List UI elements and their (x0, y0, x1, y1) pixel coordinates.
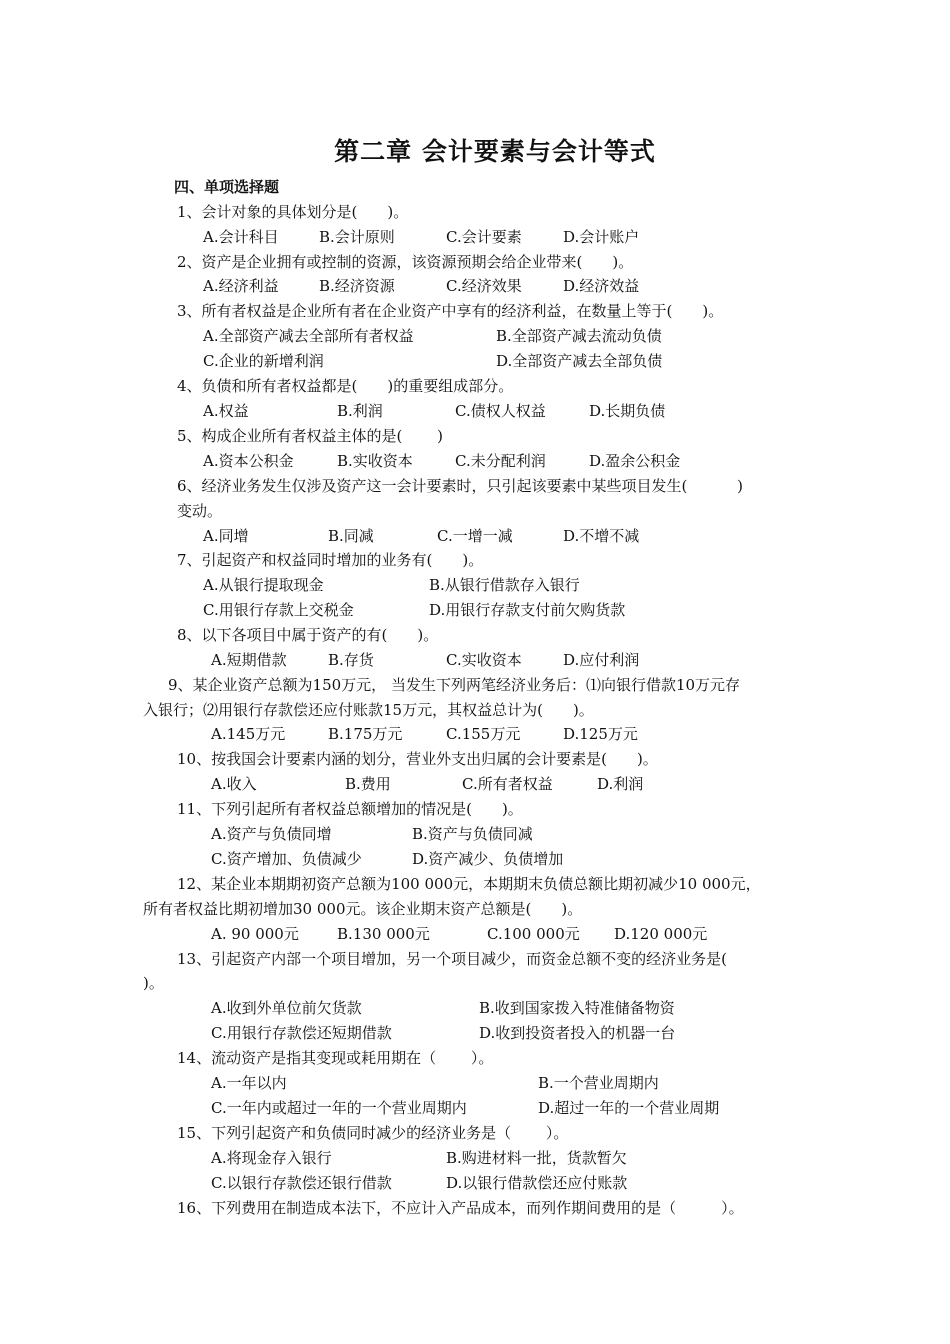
q5-option-b: B.实收资本 (337, 452, 413, 470)
question-9-text: 9、某企业资产总额为150万元， 当发生下列两笔经济业务后：⑴向银行借款10万元存 (168, 676, 741, 694)
q10-option-c: C.所有者权益 (462, 775, 553, 793)
q4-option-c: C.债权人权益 (455, 402, 546, 420)
question-7-text: 7、引起资产和权益同时增加的业务有( )。 (177, 551, 484, 569)
q10-option-a: A.收入 (211, 775, 257, 793)
q8-option-b: B.存货 (328, 651, 374, 669)
question-6-text-cont: 变动。 (177, 502, 223, 520)
q3-option-d: D.全部资产减去全部负债 (496, 352, 663, 370)
q11-option-d: D.资产减少、负债增加 (412, 850, 564, 868)
question-15-text: 15、下列引起资产和负债同时减少的经济业务是（ ）。 (177, 1124, 569, 1142)
q12-option-c: C.100 000元 (487, 925, 580, 943)
q3-option-a: A.全部资产减去全部所有者权益 (203, 327, 414, 345)
q13-option-d: D.收到投资者投入的机器一台 (479, 1024, 676, 1042)
question-9-text-cont: 入银行；⑵用银行存款偿还应付账款15万元，其权益总计为( )。 (143, 701, 594, 719)
q14-option-b: B.一个营业周期内 (538, 1074, 659, 1092)
q15-option-a: A.将现金存入银行 (211, 1149, 332, 1167)
q12-option-b: B.130 000元 (337, 925, 430, 943)
q6-option-b: B.同减 (328, 527, 374, 545)
question-16-text: 16、下列费用在制造成本法下，不应计入产品成本，而列作期间费用的是（ ）。 (177, 1199, 744, 1217)
q7-option-a: A.从银行提取现金 (203, 576, 324, 594)
q11-option-c: C.资产增加、负债减少 (211, 850, 362, 868)
page-title: 第二章 会计要素与会计等式 (334, 137, 656, 166)
q11-option-b: B.资产与负债同减 (412, 825, 533, 843)
q10-option-d: D.利润 (597, 775, 644, 793)
question-13-text-cont: )。 (143, 974, 164, 992)
q9-option-b: B.175万元 (328, 725, 403, 743)
q1-option-d: D.会计账户 (563, 228, 640, 246)
question-12-text-cont: 所有者权益比期初增加30 000元。该企业期末资产总额是( )。 (143, 900, 583, 918)
q12-option-d: D.120 000元 (614, 925, 708, 943)
question-11-text: 11、下列引起所有者权益总额增加的情况是( )。 (177, 800, 523, 818)
question-3-text: 3、所有者权益是企业所有者在企业资产中享有的经济利益，在数量上等于( )。 (177, 302, 724, 320)
q2-option-b: B.经济资源 (319, 277, 395, 295)
q8-option-d: D.应付利润 (563, 651, 640, 669)
section-heading: 四、单项选择题 (174, 178, 280, 196)
q14-option-c: C.一年内或超过一年的一个营业周期内 (211, 1099, 467, 1117)
q13-option-b: B.收到国家拨入特准储备物资 (479, 999, 675, 1017)
q11-option-a: A.资产与负债同增 (211, 825, 332, 843)
q13-option-a: A.收到外单位前欠货款 (211, 999, 362, 1017)
q7-option-c: C.用银行存款上交税金 (203, 601, 354, 619)
q3-option-c: C.企业的新增利润 (203, 352, 324, 370)
question-5-text: 5、构成企业所有者权益主体的是( ) (177, 427, 444, 445)
q2-option-c: C.经济效果 (446, 277, 522, 295)
q4-option-a: A.权益 (203, 402, 249, 420)
q14-option-a: A.一年以内 (211, 1074, 287, 1092)
q5-option-d: D.盈余公积金 (589, 452, 681, 470)
q6-option-d: D.不增不减 (563, 527, 640, 545)
q2-option-a: A.经济利益 (203, 277, 279, 295)
q10-option-b: B.费用 (345, 775, 391, 793)
q1-option-b: B.会计原则 (319, 228, 395, 246)
question-14-text: 14、流动资产是指其变现或耗用期在（ ）。 (177, 1049, 494, 1067)
q15-option-b: B.购进材料一批，货款暂欠 (446, 1149, 627, 1167)
question-4-text: 4、负债和所有者权益都是( )的重要组成部分。 (177, 377, 514, 395)
q7-option-d: D.用银行存款支付前欠购货款 (429, 601, 626, 619)
q14-option-d: D.超过一年的一个营业周期 (538, 1099, 720, 1117)
q15-option-c: C.以银行存款偿还银行借款 (211, 1174, 392, 1192)
q5-option-c: C.未分配利润 (455, 452, 546, 470)
q4-option-d: D.长期负债 (589, 402, 666, 420)
q8-option-c: C.实收资本 (446, 651, 522, 669)
q13-option-c: C.用银行存款偿还短期借款 (211, 1024, 392, 1042)
q9-option-c: C.155万元 (446, 725, 521, 743)
q15-option-d: D.以银行借款偿还应付账款 (446, 1174, 628, 1192)
q1-option-a: A.会计科目 (203, 228, 279, 246)
question-12-text: 12、某企业本期期初资产总额为100 000元，本期期末负债总额比期初减少10 000元， (177, 875, 761, 893)
q7-option-b: B.从银行借款存入银行 (429, 576, 580, 594)
question-2-text: 2、资产是企业拥有或控制的资源，该资源预期会给企业带来( )。 (177, 253, 634, 271)
q6-option-a: A.同增 (203, 527, 249, 545)
q5-option-a: A.资本公积金 (203, 452, 294, 470)
question-13-text: 13、引起资产内部一个项目增加，另一个项目减少，而资金总额不变的经济业务是( (177, 950, 727, 968)
question-10-text: 10、按我国会计要素内涵的划分，营业外支出归属的会计要素是( )。 (177, 750, 658, 768)
q9-option-d: D.125万元 (563, 725, 638, 743)
question-8-text: 8、以下各项目中属于资产的有( )。 (177, 626, 439, 644)
question-6-text: 6、经济业务发生仅涉及资产这一会计要素时，只引起该要素中某些项目发生( ) (177, 477, 744, 495)
q6-option-c: C.一增一减 (437, 527, 513, 545)
q4-option-b: B.利润 (337, 402, 383, 420)
question-1-text: 1、会计对象的具体划分是( )。 (177, 203, 409, 221)
q9-option-a: A.145万元 (211, 725, 286, 743)
q8-option-a: A.短期借款 (211, 651, 287, 669)
q3-option-b: B.全部资产减去流动负债 (496, 327, 662, 345)
q2-option-d: D.经济效益 (563, 277, 640, 295)
q12-option-a: A. 90 000元 (211, 925, 299, 943)
q1-option-c: C.会计要素 (446, 228, 522, 246)
